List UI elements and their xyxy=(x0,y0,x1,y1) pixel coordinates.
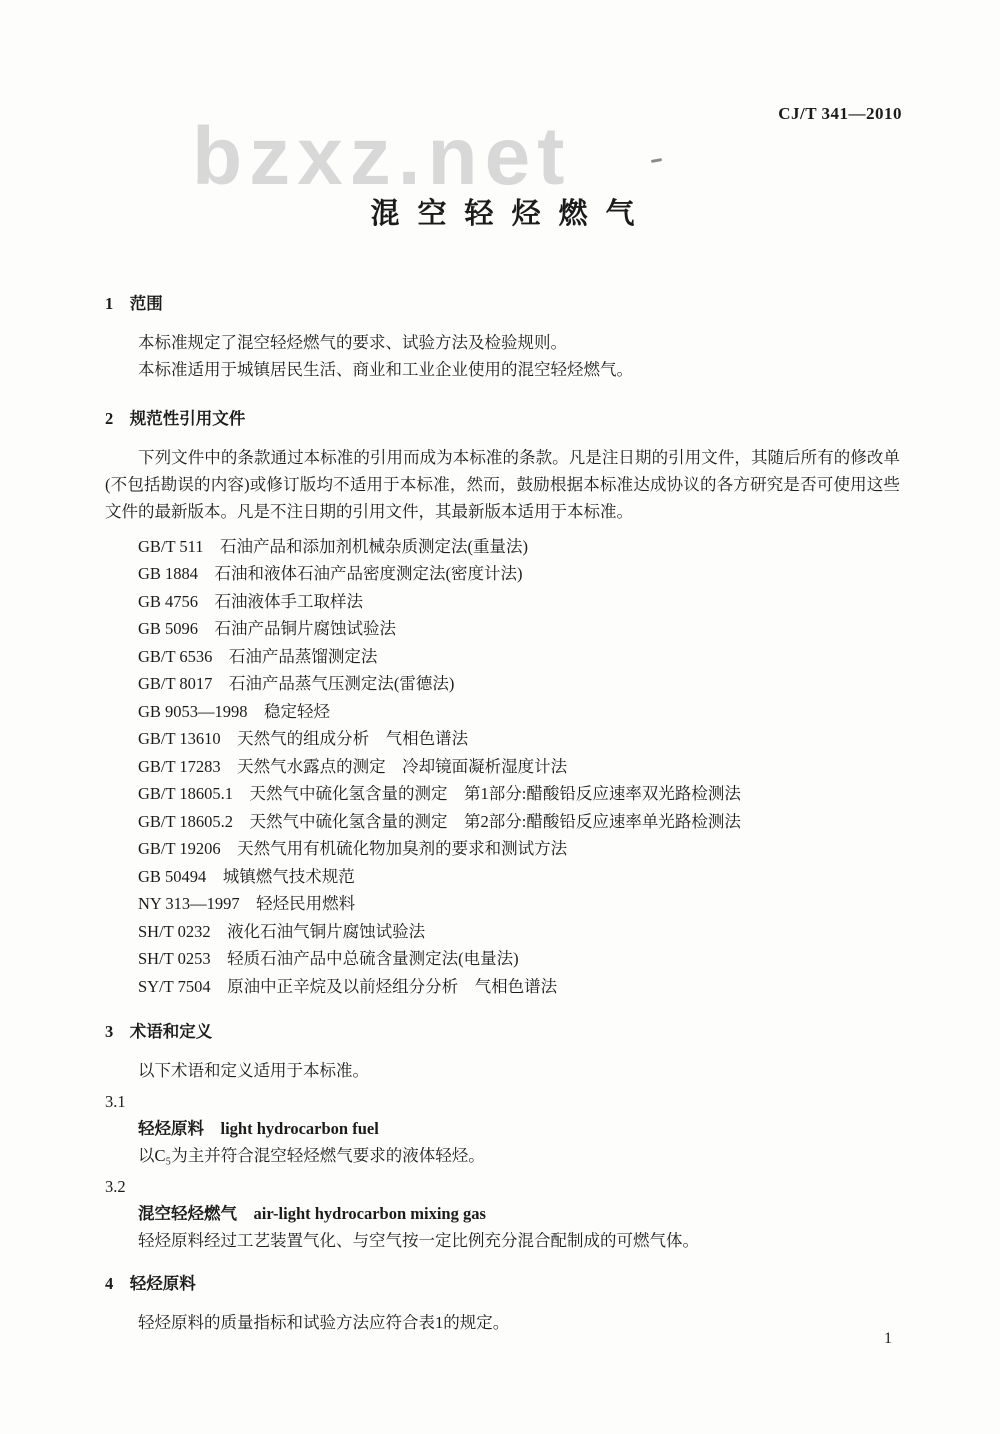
reference-item: GB 1884 石油和液体石油产品密度测定法(密度计法) xyxy=(138,564,523,584)
section-heading-terms: 3 术语和定义 xyxy=(105,1022,213,1042)
paragraph-references-intro: 下列文件中的条款通过本标准的引用而成为本标准的条款。凡是注日期的引用文件，其随后所有的修改单(不包括勘误的内容)或修订版均不适用于本标准，然而，鼓励根据本标准达成协议的各方研究是否可使用这些文件的最新版本。凡是不注日期的引用文件，其最新版本适用于本标准。 xyxy=(105,447,900,521)
term-air-light-hydrocarbon-mixing-gas: 混空轻烃燃气 air-light hydrocarbon mixing gas xyxy=(138,1204,486,1224)
reference-item: GB/T 8017 石油产品蒸气压测定法(雷德法) xyxy=(138,674,455,694)
reference-item: SH/T 0232 液化石油气铜片腐蚀试验法 xyxy=(138,921,426,941)
page-content xyxy=(105,0,900,1336)
reference-item: GB 4756 石油液体手工取样法 xyxy=(138,591,364,611)
reference-item: SH/T 0253 轻质石油产品中总硫含量测定法(电量法) xyxy=(138,949,519,969)
section-heading-references: 2 规范性引用文件 xyxy=(105,408,246,428)
term-light-hydrocarbon-fuel: 轻烃原料 light hydrocarbon fuel xyxy=(138,1119,379,1139)
reference-item: GB/T 19206 天然气用有机硫化物加臭剂的要求和测试方法 xyxy=(138,839,568,859)
definition-light-hydrocarbon-fuel: 以C₅为主并符合混空轻烃燃气要求的液体轻烃。 xyxy=(138,1146,485,1166)
paragraph-terms-intro: 以下术语和定义适用于本标准。 xyxy=(138,1061,369,1081)
page-number: 1 xyxy=(884,1330,892,1347)
section-heading-scope: 1 范围 xyxy=(105,293,163,313)
watermark: bzxz.net xyxy=(192,111,572,202)
reference-item: GB 50494 城镇燃气技术规范 xyxy=(138,866,355,886)
reference-item: GB/T 13610 天然气的组成分析 气相色谱法 xyxy=(138,729,469,749)
paragraph-scope-2: 本标准适用于城镇居民生活、商业和工业企业使用的混空轻烃燃气。 xyxy=(138,359,633,379)
clause-number-3-1: 3.1 xyxy=(105,1092,126,1112)
reference-list xyxy=(105,533,900,1001)
document-title: 混空轻烃燃气 xyxy=(370,198,653,230)
standard-number: CJ/T 341—2010 xyxy=(778,104,902,123)
reference-item: GB/T 18605.2 天然气中硫化氢含量的测定 第2部分:醋酸铅反应速率单光路检测法 xyxy=(138,811,741,831)
reference-item: GB 5096 石油产品铜片腐蚀试验法 xyxy=(138,619,397,639)
paragraph-feedstock: 轻烃原料的质量指标和试验方法应符合表1的规定。 xyxy=(138,1313,510,1333)
reference-item: SY/T 7504 原油中正辛烷及以前烃组分分析 气相色谱法 xyxy=(138,976,558,996)
reference-item: GB 9053—1998 稳定轻烃 xyxy=(138,701,331,721)
clause-number-3-2: 3.2 xyxy=(105,1177,126,1197)
definition-air-light-hydrocarbon-mixing-gas: 轻烃原料经过工艺装置气化、与空气按一定比例充分混合配制成的可燃气体。 xyxy=(138,1231,699,1251)
reference-item: GB/T 18605.1 天然气中硫化氢含量的测定 第1部分:醋酸铅反应速率双光路检测法 xyxy=(138,784,741,804)
reference-item: GB/T 6536 石油产品蒸馏测定法 xyxy=(138,646,378,666)
paragraph-scope-1: 本标准规定了混空轻烃燃气的要求、试验方法及检验规则。 xyxy=(138,332,567,352)
reference-item: GB/T 511 石油产品和添加剂机械杂质测定法(重量法) xyxy=(138,536,529,556)
reference-item: GB/T 17283 天然气水露点的测定 冷却镜面凝析湿度计法 xyxy=(138,756,568,776)
reference-item: NY 313—1997 轻烃民用燃料 xyxy=(138,894,356,914)
section-heading-feedstock: 4 轻烃原料 xyxy=(105,1274,196,1294)
